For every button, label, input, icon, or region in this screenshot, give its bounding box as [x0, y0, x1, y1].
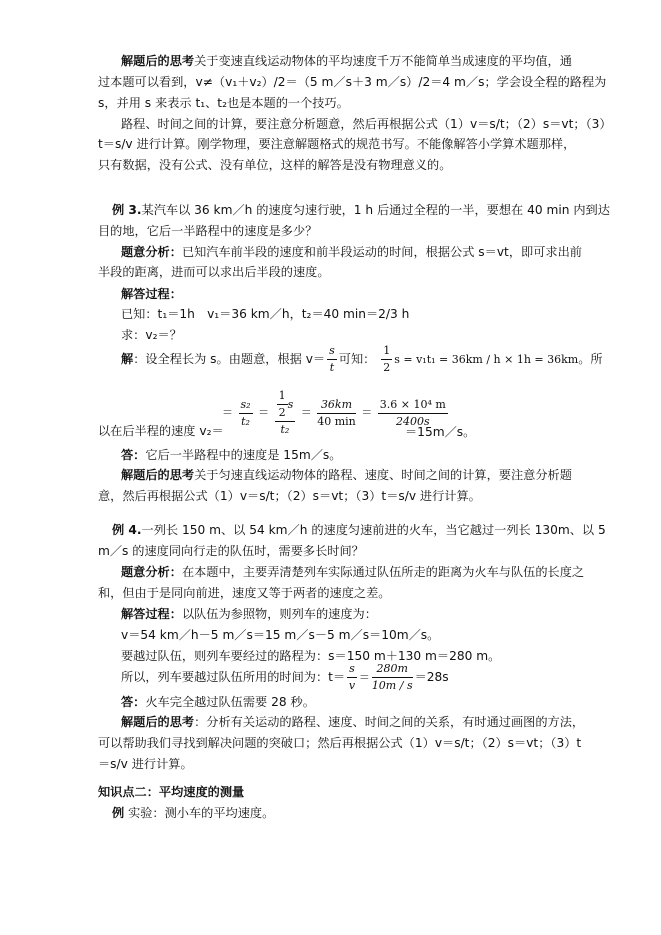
reflection-line-4: 路程、时间之间的计算，要注意分析题意，然后再根据公式（1）v＝s/t；（2）s＝vt；（3）	[121, 117, 612, 131]
fraction-s-over-v: $\frac{s}{v}$	[348, 662, 356, 692]
example-4-reflection-line-2: 可以帮助我们寻找到解决问题的突破口；然后再根据公式（1）v＝s/t；（2）s＝vt；（3）t	[98, 736, 582, 750]
example-4-reflection-line-1: 解题后的思考：分析有关运动的路程、速度、时间之间的关系，有时通过画图的方法，	[121, 715, 585, 729]
analysis-label: 题意分析：	[121, 245, 182, 259]
process-label: 解答过程：	[121, 607, 182, 621]
example-4-velocity: v＝54 km／h－5 m／s＝15 m／s－5 m／s＝10m／s。	[121, 628, 440, 642]
reflection-line-6: 只有数据，没有公式、没有单位，这样的解答是没有物理意义的。	[98, 158, 452, 172]
fraction-3.6e4m-over-2400s: $\frac{\text{3.6 × 10⁴ m}}{2400s}$	[379, 397, 446, 428]
example-4-answer: 答：火车完全越过队伍需要 28 秒。	[121, 695, 315, 709]
fraction-s2-over-t2: $\frac{\text{s₂}}{\text{t₂}}$	[240, 397, 251, 428]
example-3-known: 已知：t₁＝1h v₁＝36 km／h，t₂＝40 min＝2/3 h	[121, 307, 410, 321]
example-3-result: ＝15m／s。	[405, 425, 476, 439]
example-3-analysis-line-2: 半段的距离，进而可以求出后半段的速度。	[98, 265, 330, 279]
answer-label: 答：	[121, 448, 146, 462]
fraction-half-s-over-t2: $\frac{1}{2}$ s t₂	[275, 388, 296, 438]
example-3-question-line-1: 例 3.某汽车以 36 km／h 的速度匀速行驶，1 h 后通过全程的一半，要想在 40 min 内到达	[112, 203, 610, 217]
answer-label: 答：	[121, 695, 146, 709]
example-3-solution-line: 解：设全程长为 s。由题意，根据 v＝ $\frac{s}{t}$ 可知： $\frac{1}{2}$ s = v₁t₁ = 36km / h × 1h = 36km。所	[121, 344, 603, 374]
example-3-reflection-line-2: 意，然后再根据公式（1）v＝s/t；（2）s＝vt；（3）t＝s/v 进行计算。	[98, 489, 481, 503]
reflection-line-1: 解题后的思考关于变速直线运动物体的平均速度千万不能简单当成速度的平均值，通	[121, 54, 572, 68]
fraction-280m-over-10ms: $\frac{280m}{10m / s}$	[371, 662, 413, 692]
example-4-distance: 要越过队伍，则列车要经过的路程为：s＝150 m＋130 m＝280 m。	[121, 649, 501, 663]
reflection-line-5: t＝s/v 进行计算。刚学物理，要注意解题格式的规范书写。不能像解答小学算术题那样，	[98, 137, 576, 151]
example-3-process-label: 解答过程：	[121, 287, 182, 301]
example-4-reflection-line-3: ＝s/v 进行计算。	[98, 757, 193, 771]
example-3-v2-prefix: 以在后半程的速度 v₂＝	[98, 424, 224, 438]
knowledge-point-2-example: 例 实验：测小车的平均速度。	[112, 806, 275, 820]
analysis-label: 题意分析：	[121, 565, 182, 579]
example-3-v2-equation: ＝ $\frac{\text{s₂}}{\text{t₂}}$ ＝ $\frac{1}{2}$ s t₂ ＝ $\frac{36km}{40 \min}$ ＝ $\frac{\text{3.6 × 10⁴ m}}{2400s}$	[222, 389, 446, 436]
example-4-analysis-line-1: 题意分析：在本题中，主要弄清楚列车实际通过队伍所走的距离为火车与队伍的长度之	[121, 565, 585, 579]
example-3-answer: 答：它后一半路程中的速度是 15m／s。	[121, 448, 342, 462]
example-3-reflection-line-1: 解题后的思考关于匀速直线运动物体的路程、速度、时间之间的计算，要注意分析题	[121, 468, 572, 482]
example-4-process-line: 解答过程：以队伍为参照物，则列车的速度为：	[121, 607, 377, 621]
example-3-question-line-2: 目的地，它后一半路程中的速度是多少？	[98, 224, 318, 238]
reflection-title: 解题后的思考	[121, 468, 195, 482]
example-3-find: 求：v₂＝？	[121, 328, 182, 342]
example-4-analysis-line-2: 和，但由于是同向前进，速度又等于两者的速度之差。	[98, 586, 391, 600]
fraction-s-over-t: $\frac{s}{t}$	[329, 344, 335, 374]
example-4-time-line: 所以，列车要越过队伍所用的时间为：t＝ $\frac{s}{v}$ ＝ $\frac{280m}{10m / s}$ ＝28s	[121, 662, 449, 692]
reflection-title: 解题后的思考	[121, 715, 195, 729]
example-4-question-line-1: 例 4.一列长 150 m、以 54 km／h 的速度匀速前进的火车，当它越过一列长 130m、以 5	[112, 523, 606, 537]
reflection-title: 解题后的思考	[121, 54, 195, 68]
solution-label: 解	[121, 352, 134, 366]
reflection-line-3: s，并用 s 来表示 t₁、t₂也是本题的一个技巧。	[98, 96, 349, 110]
fraction-one-half: $\frac{1}{2}$	[383, 344, 391, 374]
half-distance-equation: s = v₁t₁ = 36km / h × 1h = 36km	[394, 353, 579, 366]
example-4-label: 例 4.	[112, 523, 142, 537]
example-4-question-line-2: m／s 的速度同向行走的队伍时，需要多长时间？	[98, 544, 364, 558]
example-3-label: 例 3.	[112, 203, 142, 217]
example-3-analysis-line-1: 题意分析：已知汽车前半段的速度和前半段运动的时间，根据公式 s＝vt，即可求出前	[121, 245, 582, 259]
knowledge-point-2-title: 知识点二：平均速度的测量	[98, 785, 245, 799]
example-label: 例	[112, 806, 125, 820]
fraction-36km-over-40min: $\frac{36km}{40 \min}$	[317, 397, 356, 428]
reflection-line-2: 过本题可以看到，v≠（v₁＋v₂）/2＝（5 m／s＋3 m／s）/2＝4 m／s；学会设全程的路程为	[98, 75, 607, 89]
